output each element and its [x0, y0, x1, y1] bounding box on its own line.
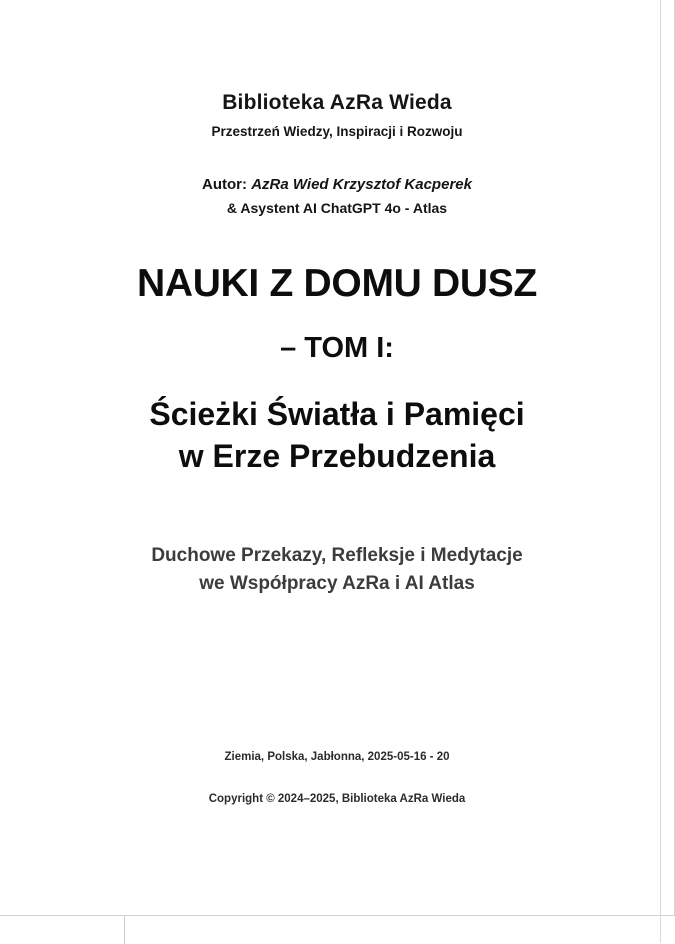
book-subtitle-line-2: w Erze Przebudzenia — [178, 438, 496, 475]
copyright-notice: Copyright © 2024–2025, Biblioteka AzRa Wieda — [208, 792, 466, 805]
book-main-title: NAUKI Z DOMU DUSZ — [136, 262, 538, 306]
book-subtitle-line-1: Ścieżki Światła i Pamięci — [149, 396, 525, 433]
coauthor-line: & Asystent AI ChatGPT 4o - Atlas — [226, 200, 448, 217]
thumbnail-pane-divider — [124, 916, 125, 944]
page-right-edge — [660, 0, 661, 943]
book-tagline-line-1: Duchowe Przekazy, Refleksje i Medytacje — [151, 544, 523, 566]
author-label: Autor: — [202, 176, 248, 194]
book-tagline — [58, 542, 616, 599]
publisher-name: Biblioteka AzRa Wieda — [222, 91, 452, 114]
book-subtitle — [58, 393, 616, 477]
book-volume: – TOM I: — [280, 331, 394, 364]
author-line — [58, 175, 616, 195]
book-tagline-line-2: we Współpracy AzRa i AI Atlas — [199, 573, 475, 595]
publisher-tagline: Przestrzeń Wiedzy, Inspiracji i Rozwoju — [211, 124, 463, 140]
place-and-date: Ziemia, Polska, Jabłonna, 2025-05-16 - 20 — [224, 750, 450, 763]
viewer-bottom-strip — [0, 915, 675, 944]
author-name: AzRa Wied Krzysztof Kacperek — [251, 176, 472, 194]
